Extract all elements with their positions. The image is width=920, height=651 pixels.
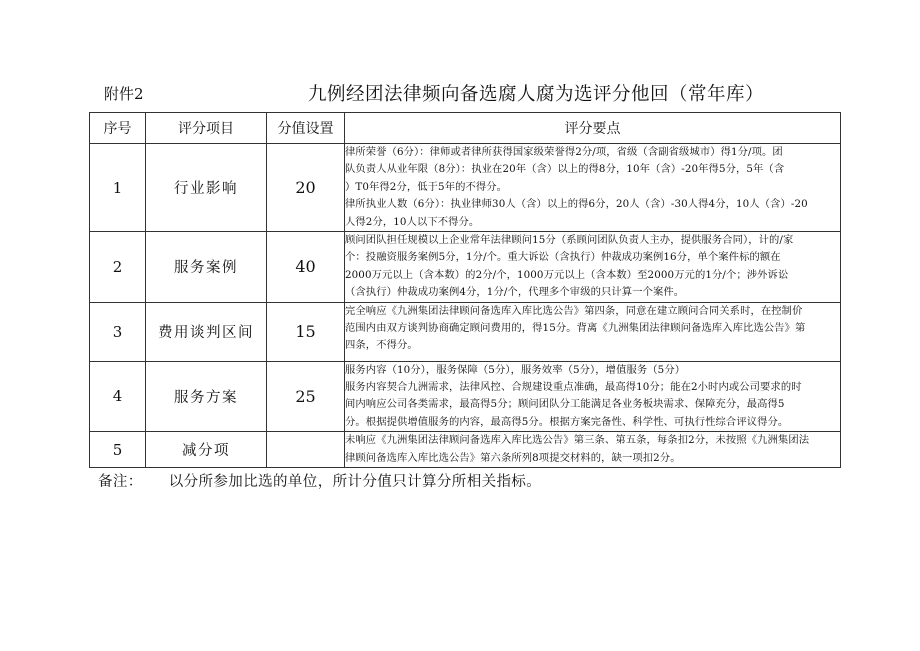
column-header-points: 评分要点 (345, 113, 841, 144)
attachment-label: 附件2 (104, 85, 144, 103)
row-score: 25 (267, 361, 345, 432)
point-line: 个：投融资服务案例5分，1分/个。重大诉讼（含执行）仲裁成功案例16分，单个案件标的额在 (345, 251, 781, 264)
row-score: 20 (267, 144, 345, 232)
point-line: 队负责人从业年限（8分）：执业在20年（含）以上的得8分，10年（含）-20年得5分，5年（含 (345, 163, 785, 176)
row-points (345, 232, 841, 303)
point-line: 范围内由双方谈判协商确定顾问费用的，得15分。背离《九洲集团法律顾问备选库入库比选公告》第 (345, 322, 806, 335)
table-row (90, 361, 841, 432)
point-line: 律所执业人数（6分）：执业律师30人（含）以上的得6分，20人（含）-30人得4分，10人（含）-20 (345, 198, 808, 211)
point-line: 律顾问备选库入库比选公告》第六条所列8项提交材料的，缺一项扣2分。 (345, 451, 681, 464)
remark-text: 以分所参加比选的单位，所计分值只计算分所相关指标。 (168, 474, 542, 490)
row-score: 40 (267, 232, 345, 303)
row-score (267, 432, 345, 468)
point-line: 顾问团队担任规模以上企业常年法律顾问15分（系顾问团队负责人主办，提供服务合同），计的/家 (345, 234, 794, 247)
row-item: 行业影响 (146, 144, 267, 232)
point-line: 未响应《九洲集团法律顾问备选库入库比选公告》第三条、第五条，每条扣2分，未按照《九洲集团法 (345, 434, 810, 447)
row-number: 1 (90, 144, 146, 232)
row-item: 服务案例 (146, 232, 267, 303)
point-line: 四条，不得分。 (345, 339, 418, 352)
table-header-row (90, 113, 841, 144)
column-header-score: 分值设置 (267, 113, 345, 144)
row-points (345, 432, 841, 468)
document-title: 九例经团法律频向备选腐人腐为选评分他回（常年库） (308, 84, 765, 105)
row-score: 15 (267, 302, 345, 361)
remark-note (98, 470, 541, 491)
point-line: 人得2分，10人以下不得分。 (345, 215, 480, 228)
row-points (345, 144, 841, 232)
column-header-item: 评分项目 (146, 113, 267, 144)
point-line: 律所荣誉（6分）：律师或者律所获得国家级荣誉得2分/项，省级（含副省级城市）得1分/项。团 (345, 146, 783, 158)
row-item: 服务方案 (146, 361, 267, 432)
row-points (345, 361, 841, 432)
remark-label: 备注： (98, 474, 143, 490)
row-number: 3 (90, 302, 146, 361)
table-row (90, 432, 841, 468)
scoring-table (89, 112, 841, 468)
row-item: 费用谈判区间 (146, 302, 267, 361)
point-line: 完全响应《九洲集团法律顾问备选库入库比选公告》第四条，同意在建立顾问合同关系时，在控制价 (345, 304, 803, 317)
row-number: 2 (90, 232, 146, 303)
point-line: ）T0年得2分，低于5年的不得分。 (345, 180, 508, 193)
point-line: （含执行）仲裁成功案例4分，1分/个，代理多个审级的只计算一个案件。 (345, 286, 685, 299)
table-row (90, 302, 841, 361)
point-line: 分。根据提供增值服务的内容，最高得5分。根据方案完备性、科学性、可执行性综合评议得分。 (345, 415, 789, 428)
row-item: 减分项 (146, 432, 267, 468)
row-number: 4 (90, 361, 146, 432)
point-line: 服务内容（10分），服务保障（5分），服务效率（5分），增值服务（5分） (345, 363, 686, 376)
point-line: 服务内容契合九洲需求，法律风控、合规建设重点准确，最高得10分；能在2小时内或公司要求的时 (345, 381, 802, 394)
table-row (90, 144, 841, 232)
row-points (345, 302, 841, 361)
point-line: 间内响应公司各类需求，最高得5分；顾问团队分工能满足各业务板块需求、保障充分，最高得5 (345, 398, 785, 411)
table-row (90, 232, 841, 303)
column-header-number: 序号 (90, 113, 146, 144)
row-number: 5 (90, 432, 146, 468)
point-line: 2000万元以上（含本数）的2分/个，1000万元以上（含本数）至2000万元的1分/个；涉外诉讼 (345, 268, 789, 281)
